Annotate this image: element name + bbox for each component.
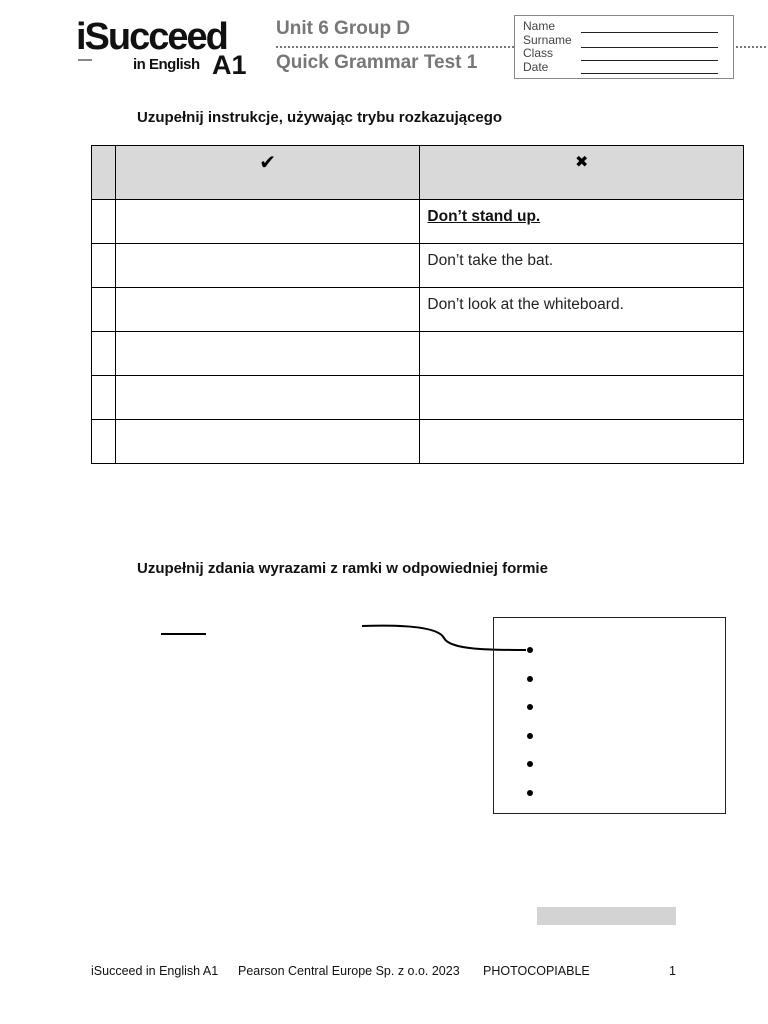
header-positive-cell: [115, 146, 419, 200]
surname-label: Surname: [523, 33, 572, 47]
bullet-icon: [527, 704, 533, 710]
test-title: Quick Grammar Test 1: [276, 52, 478, 73]
class-field[interactable]: [581, 60, 718, 61]
positive-answer: [116, 376, 419, 384]
header-negative-cell: [420, 146, 744, 200]
date-label: Date: [523, 60, 549, 74]
negative-instruction-cell: [420, 244, 744, 288]
negative-instruction-cell: [420, 200, 744, 244]
name-field[interactable]: [581, 32, 718, 33]
isucceed-logo: [76, 14, 246, 84]
name-label: Name: [523, 19, 556, 33]
word-item: [527, 693, 543, 722]
negative-instruction-cell: [420, 288, 744, 332]
row-number: [92, 200, 116, 244]
word-item: [527, 665, 543, 694]
positive-answer-cell[interactable]: [115, 420, 419, 464]
table-row: [92, 288, 744, 332]
bullet-icon: [527, 733, 533, 739]
positive-answer: [116, 288, 419, 296]
negative-instruction: Don’t take the bat.: [427, 252, 554, 269]
negative-answer: [420, 420, 743, 428]
positive-answer-cell[interactable]: [115, 244, 419, 288]
row-number: [92, 420, 116, 464]
header-num-cell: [92, 146, 116, 200]
example-instruction: Don’t stand up.: [427, 208, 541, 225]
table-row: [92, 332, 744, 376]
positive-answer-cell[interactable]: [115, 288, 419, 332]
footer-book: iSucceed in English A1: [91, 964, 219, 978]
negative-answer: [420, 332, 743, 340]
surname-field[interactable]: [581, 47, 718, 48]
negative-instruction: Don’t look at the whiteboard.: [427, 296, 624, 313]
bullet-icon: [527, 761, 533, 767]
negative-answer-cell[interactable]: [420, 420, 744, 464]
word-item: [527, 636, 543, 665]
row-number: [92, 332, 116, 376]
class-label: Class: [523, 46, 554, 60]
table-header-row: [92, 146, 744, 200]
row-number: [92, 244, 116, 288]
logo-sub-text: in English: [133, 56, 200, 73]
negative-answer-cell[interactable]: [420, 376, 744, 420]
cross-icon: ✖: [575, 154, 589, 171]
word-list: [527, 636, 543, 807]
positive-answer-cell[interactable]: [115, 200, 419, 244]
bullet-icon: [527, 790, 533, 796]
table-row: [92, 244, 744, 288]
table-row: [92, 420, 744, 464]
word-item: [527, 779, 543, 808]
word-item: [527, 722, 543, 751]
score-box: [537, 907, 676, 925]
imperative-table: [91, 145, 744, 466]
row-number: [92, 376, 116, 420]
logo-level: A1: [212, 50, 247, 80]
row-number: [92, 288, 116, 332]
bullet-icon: [527, 676, 533, 682]
footer-rights: PHOTOCOPIABLE: [483, 964, 590, 978]
unit-title: Unit 6 Group D: [276, 18, 411, 39]
negative-answer-cell[interactable]: [420, 332, 744, 376]
word-box: [493, 617, 726, 814]
positive-answer: [116, 244, 419, 252]
section2-heading: Uzupełnij zdania wyrazami z ramki w odpowiedniej formie: [137, 560, 548, 577]
section1-heading: Uzupełnij instrukcje, używając trybu rozkazującego: [137, 109, 503, 126]
positive-answer: [116, 200, 419, 208]
table-row: [92, 200, 744, 244]
date-field[interactable]: [581, 73, 718, 74]
table-row: [92, 376, 744, 420]
bullet-icon: [527, 647, 533, 653]
positive-answer: [116, 420, 419, 428]
positive-answer: [116, 332, 419, 340]
footer-publisher: Pearson Central Europe Sp. z o.o. 2023: [238, 964, 460, 978]
logo-accent: [78, 59, 92, 61]
example-answer-blank[interactable]: [161, 633, 206, 635]
positive-answer-cell[interactable]: [115, 332, 419, 376]
negative-answer: [420, 376, 743, 384]
word-item: [527, 750, 543, 779]
check-icon: ✔: [259, 152, 277, 174]
student-info-box: [514, 15, 734, 79]
positive-answer-cell[interactable]: [115, 376, 419, 420]
page-number: 1: [669, 964, 676, 978]
logo-main-text: iSucceed: [76, 16, 227, 58]
